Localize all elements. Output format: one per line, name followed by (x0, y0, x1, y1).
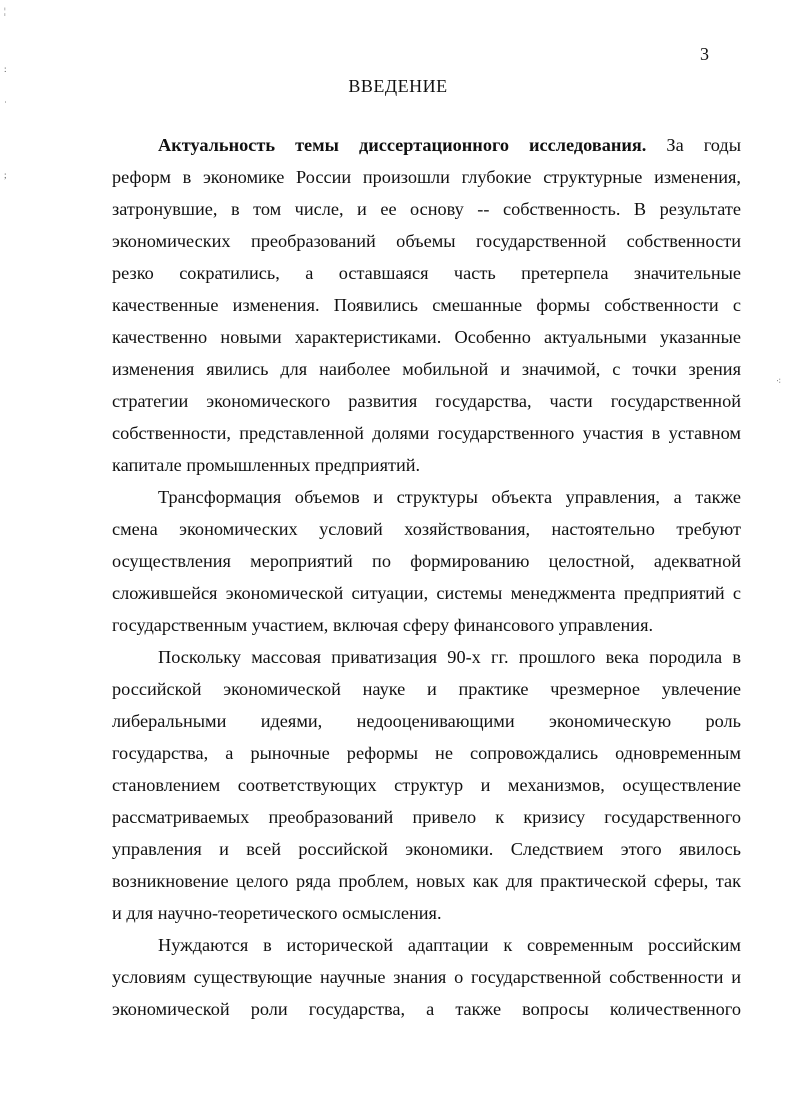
text-line: сложившейся экономической ситуации, системы менеджмента предприятий с (112, 583, 741, 603)
text-span: За годы (666, 135, 741, 155)
paragraph (112, 641, 741, 929)
page-number: 3 (700, 44, 709, 64)
text-line: Поскольку массовая приватизация 90-х гг. прошлого века породила в (158, 647, 741, 667)
text-line (112, 129, 741, 161)
text-line: управления и всей российской экономики. Следствием этого явилось (112, 839, 741, 859)
text-line: Нуждаются в исторической адаптации к современным российским (158, 935, 741, 955)
text-line: капитале промышленных предприятий. (112, 455, 421, 475)
text-line: изменения явились для наиболее мобильной и значимой, с точки зрения (112, 359, 741, 379)
text-line: осуществления мероприятий по формированию целостной, адекватной (112, 551, 741, 571)
bold-lead: Актуальность темы диссертационного исследования. (158, 135, 647, 155)
scan-artifact: ; (4, 170, 7, 180)
paragraph (112, 929, 741, 1025)
text-line: качественно новыми характеристиками. Особенно актуальными указанные (112, 327, 741, 347)
text-line: качественные изменения. Появились смешанные формы собственности с (112, 295, 741, 315)
document-body (112, 129, 741, 1025)
text-line: условиям существующие научные знания о государственной собственности и (112, 967, 741, 987)
text-line: рассматриваемых преобразований привело к кризису государственного (112, 807, 741, 827)
text-line: реформ в экономике России произошли глубокие структурные изменения, (112, 167, 741, 187)
text-line: резко сократились, а оставшаяся часть претерпела значительные (112, 263, 741, 283)
section-title: ВВЕДЕНИЕ (348, 76, 448, 96)
text-line: и для научно-теоретического осмысления. (112, 903, 442, 923)
scan-artifact: ⁖ (776, 376, 782, 386)
scan-artifact: ¦ (4, 6, 6, 16)
text-line: затронувшие, в том числе, и ее основу -- собственность. В результате (112, 199, 741, 219)
text-line: либеральными идеями, недооценивающими экономическую роль (112, 711, 741, 731)
text-line: российской экономической науке и практике чрезмерное увлечение (112, 679, 741, 699)
text-line: возникновение целого ряда проблем, новых как для практической сферы, так (112, 871, 741, 891)
text-line: экономических преобразований объемы государственной собственности (112, 231, 741, 251)
text-line: собственности, представленной долями государственного участия в уставном (112, 423, 741, 443)
text-line: государственным участием, включая сферу финансового управления. (112, 615, 654, 635)
paragraph (112, 481, 741, 641)
scan-artifact: : (4, 64, 7, 74)
text-line: Трансформация объемов и структуры объекта управления, а также (158, 487, 741, 507)
scan-artifact: ˙ (4, 100, 7, 110)
text-line: экономической роли государства, а также вопросы количественного (112, 999, 741, 1019)
text-line: смена экономических условий хозяйствования, настоятельно требуют (112, 519, 741, 539)
text-line: стратегии экономического развития государства, части государственной (112, 391, 741, 411)
text-line: становлением соответствующих структур и механизмов, осуществление (112, 775, 741, 795)
text-line: государства, а рыночные реформы не сопровождались одновременным (112, 743, 741, 763)
paragraph (112, 129, 741, 481)
